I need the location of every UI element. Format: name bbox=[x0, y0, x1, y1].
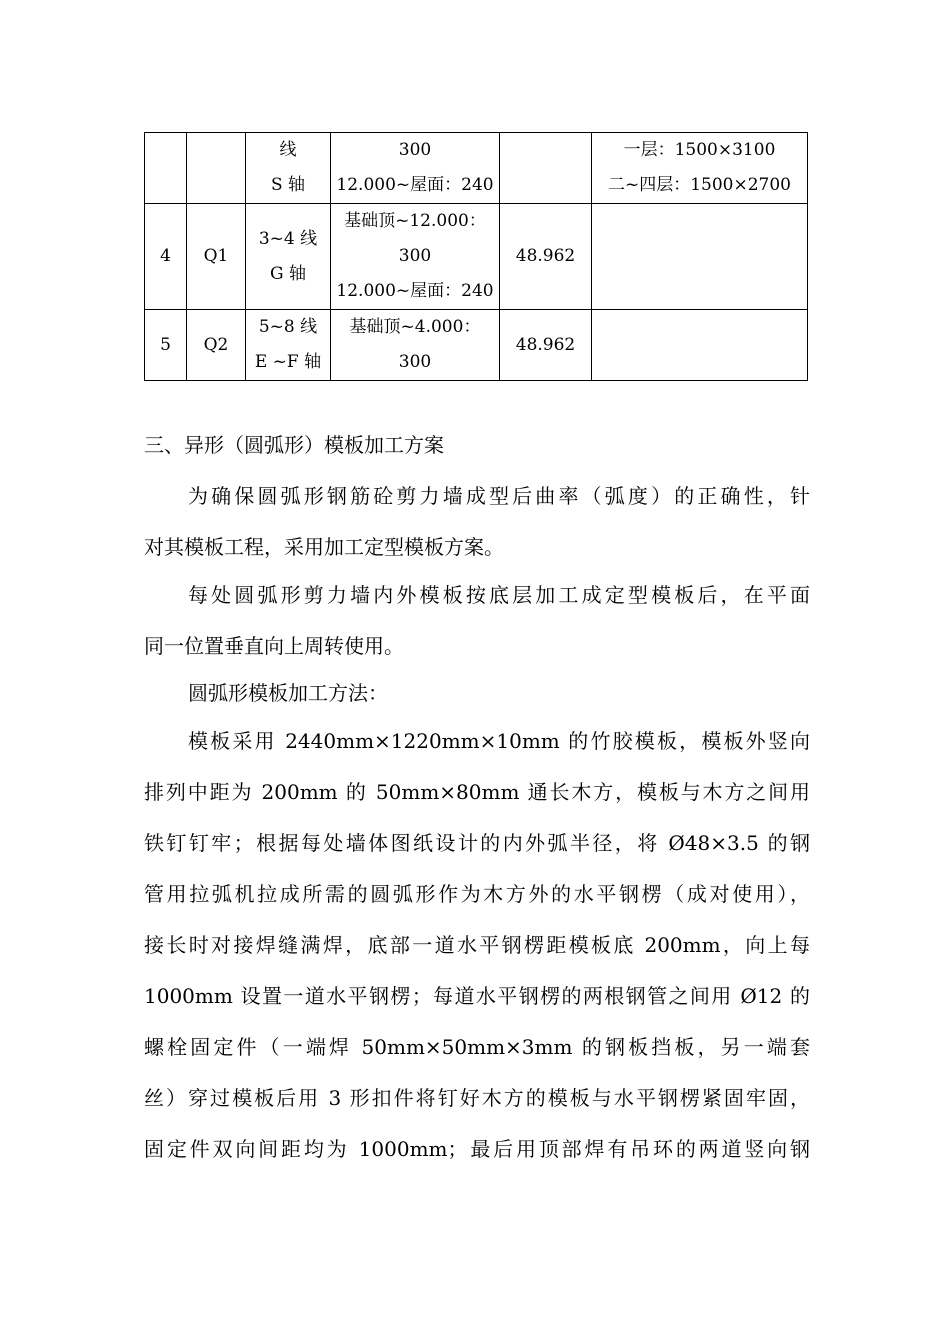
cell-elevation: 48.962 bbox=[500, 310, 592, 381]
table-row bbox=[145, 204, 808, 310]
text-line: 排列中距为 200mm 的 50mm×80mm 通长木方，模板与木方之间用 bbox=[144, 780, 810, 804]
text-line: 1000mm 设置一道水平钢楞；每道水平钢楞的两根钢管之间用 Ø12 的 bbox=[144, 984, 810, 1008]
text-line: 铁钉钉牢；根据每处墙体图纸设计的内外弧半径，将 Ø48×3.5 的钢 bbox=[144, 831, 810, 855]
text-line: 模板采用 2440mm×1220mm×10mm 的竹胶模板，模板外竖向 bbox=[188, 729, 810, 753]
wall-spec-table bbox=[144, 132, 808, 381]
section-heading: 三、异形（圆弧形）模板加工方案 bbox=[144, 433, 444, 457]
cell-no bbox=[145, 133, 187, 204]
table-row bbox=[145, 133, 808, 204]
cell-note: 一层：1500×3100 二~四层：1500×2700 bbox=[592, 133, 808, 204]
cell-axis: 3~4 线 G 轴 bbox=[246, 204, 331, 310]
cell-code: Q1 bbox=[187, 204, 246, 310]
cell-axis: 5~8 线 E ~F 轴 bbox=[246, 310, 331, 381]
text-line: 同一位置垂直向上周转使用。 bbox=[144, 634, 404, 658]
paragraph-purpose bbox=[144, 471, 810, 573]
text-line: 为确保圆弧形钢筋砼剪力墙成型后曲率（弧度）的正确性，针 bbox=[188, 484, 810, 508]
paragraph-method-title bbox=[144, 668, 810, 719]
cell-no: 4 bbox=[145, 204, 187, 310]
cell-code bbox=[187, 133, 246, 204]
text-line: 每处圆弧形剪力墙内外模板按底层加工成定型模板后，在平面 bbox=[188, 583, 810, 607]
cell-thickness: 基础顶~4.000： 300 bbox=[331, 310, 500, 381]
text-line: 丝）穿过模板后用 3 形扣件将钉好木方的模板与水平钢楞紧固牢固， bbox=[144, 1086, 810, 1110]
cell-note bbox=[592, 204, 808, 310]
text-line: 固定件双向间距均为 1000mm；最后用顶部焊有吊环的两道竖向钢 bbox=[144, 1137, 810, 1161]
text-line: 对其模板工程，采用加工定型模板方案。 bbox=[144, 535, 504, 559]
cell-elevation bbox=[500, 133, 592, 204]
cell-no: 5 bbox=[145, 310, 187, 381]
text-line: 接长时对接焊缝满焊，底部一道水平钢楞距模板底 200mm，向上每 bbox=[144, 933, 810, 957]
text-line: 螺栓固定件（一端焊 50mm×50mm×3mm 的钢板挡板，另一端套 bbox=[144, 1035, 810, 1059]
cell-elevation: 48.962 bbox=[500, 204, 592, 310]
cell-axis: 线 S 轴 bbox=[246, 133, 331, 204]
cell-thickness: 300 12.000~屋面：240 bbox=[331, 133, 500, 204]
cell-code: Q2 bbox=[187, 310, 246, 381]
table-row bbox=[145, 310, 808, 381]
paragraph-reuse bbox=[144, 570, 810, 672]
cell-note bbox=[592, 310, 808, 381]
cell-thickness: 基础顶~12.000： 300 12.000~屋面：240 bbox=[331, 204, 500, 310]
paragraph-method bbox=[144, 716, 810, 1175]
text-line: 圆弧形模板加工方法： bbox=[188, 681, 388, 705]
text-line: 管用拉弧机拉成所需的圆弧形作为木方外的水平钢楞（成对使用）， bbox=[144, 882, 810, 906]
